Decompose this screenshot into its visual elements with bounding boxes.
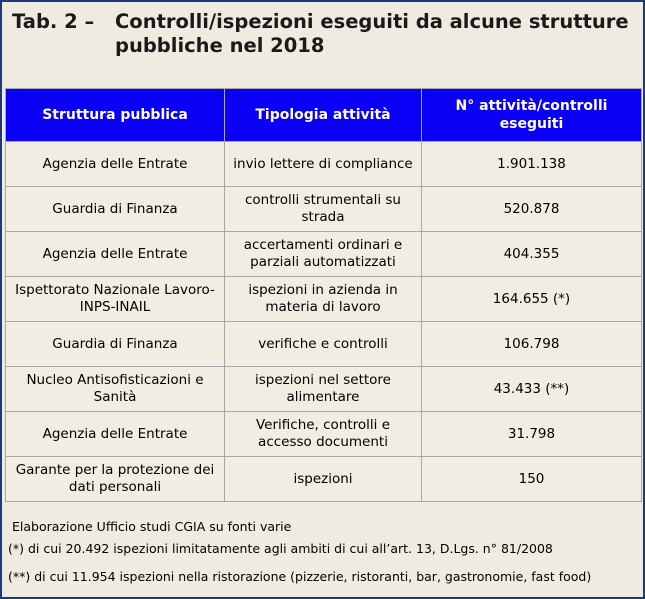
cell-valore: 43.433 (**) (422, 367, 642, 412)
table-row (6, 277, 642, 322)
page-title (12, 10, 637, 58)
header-valore: N° attività/controlli eseguiti (422, 89, 642, 142)
cell-struttura: Guardia di Finanza (6, 322, 225, 367)
cell-struttura: Ispettorato Nazionale Lavoro-INPS-INAIL (6, 277, 225, 322)
title-line-1: Controlli/ispezioni eseguiti da alcune strutture (115, 10, 629, 33)
table-notes (8, 516, 638, 588)
footnote-2: (**) di cui 11.954 ispezioni nella ristorazione (pizzerie, ristoranti, bar, gastronomie, fast food) (8, 569, 592, 584)
cell-valore: 404.355 (422, 232, 642, 277)
table-row (6, 412, 642, 457)
cell-valore: 520.878 (422, 187, 642, 232)
data-table (5, 88, 642, 502)
table-row (6, 367, 642, 412)
cell-tipologia: Verifiche, controlli e accesso documenti (225, 412, 422, 457)
cell-struttura: Garante per la protezione dei dati personali (6, 457, 225, 502)
table-row (6, 457, 642, 502)
cell-struttura: Nucleo Antisofisticazioni e Sanità (6, 367, 225, 412)
cell-tipologia: ispezioni in azienda in materia di lavoro (225, 277, 422, 322)
source-note: Elaborazione Ufficio studi CGIA su fonti varie (12, 519, 292, 534)
header-struttura: Struttura pubblica (6, 89, 225, 142)
table-number: Tab. 2 – (12, 10, 95, 33)
cell-valore: 164.655 (*) (422, 277, 642, 322)
cell-valore: 150 (422, 457, 642, 502)
cell-struttura: Agenzia delle Entrate (6, 412, 225, 457)
cell-valore: 31.798 (422, 412, 642, 457)
footnote-1: (*) di cui 20.492 ispezioni limitatamente agli ambiti di cui all’art. 13, D.Lgs. n° 81/2008 (8, 541, 553, 556)
cell-tipologia: controlli strumentali su strada (225, 187, 422, 232)
table-row (6, 322, 642, 367)
cell-tipologia: accertamenti ordinari e parziali automatizzati (225, 232, 422, 277)
header-tipologia: Tipologia attività (225, 89, 422, 142)
title-line-2: pubbliche nel 2018 (115, 34, 325, 57)
cell-struttura: Agenzia delle Entrate (6, 232, 225, 277)
cell-struttura: Guardia di Finanza (6, 187, 225, 232)
cell-tipologia: invio lettere di compliance (225, 142, 422, 187)
cell-tipologia: verifiche e controlli (225, 322, 422, 367)
cell-tipologia: ispezioni nel settore alimentare (225, 367, 422, 412)
cell-valore: 1.901.138 (422, 142, 642, 187)
header-row (6, 89, 642, 142)
table-row (6, 187, 642, 232)
table-row (6, 142, 642, 187)
table-row (6, 232, 642, 277)
cell-valore: 106.798 (422, 322, 642, 367)
cell-struttura: Agenzia delle Entrate (6, 142, 225, 187)
cell-tipologia: ispezioni (225, 457, 422, 502)
